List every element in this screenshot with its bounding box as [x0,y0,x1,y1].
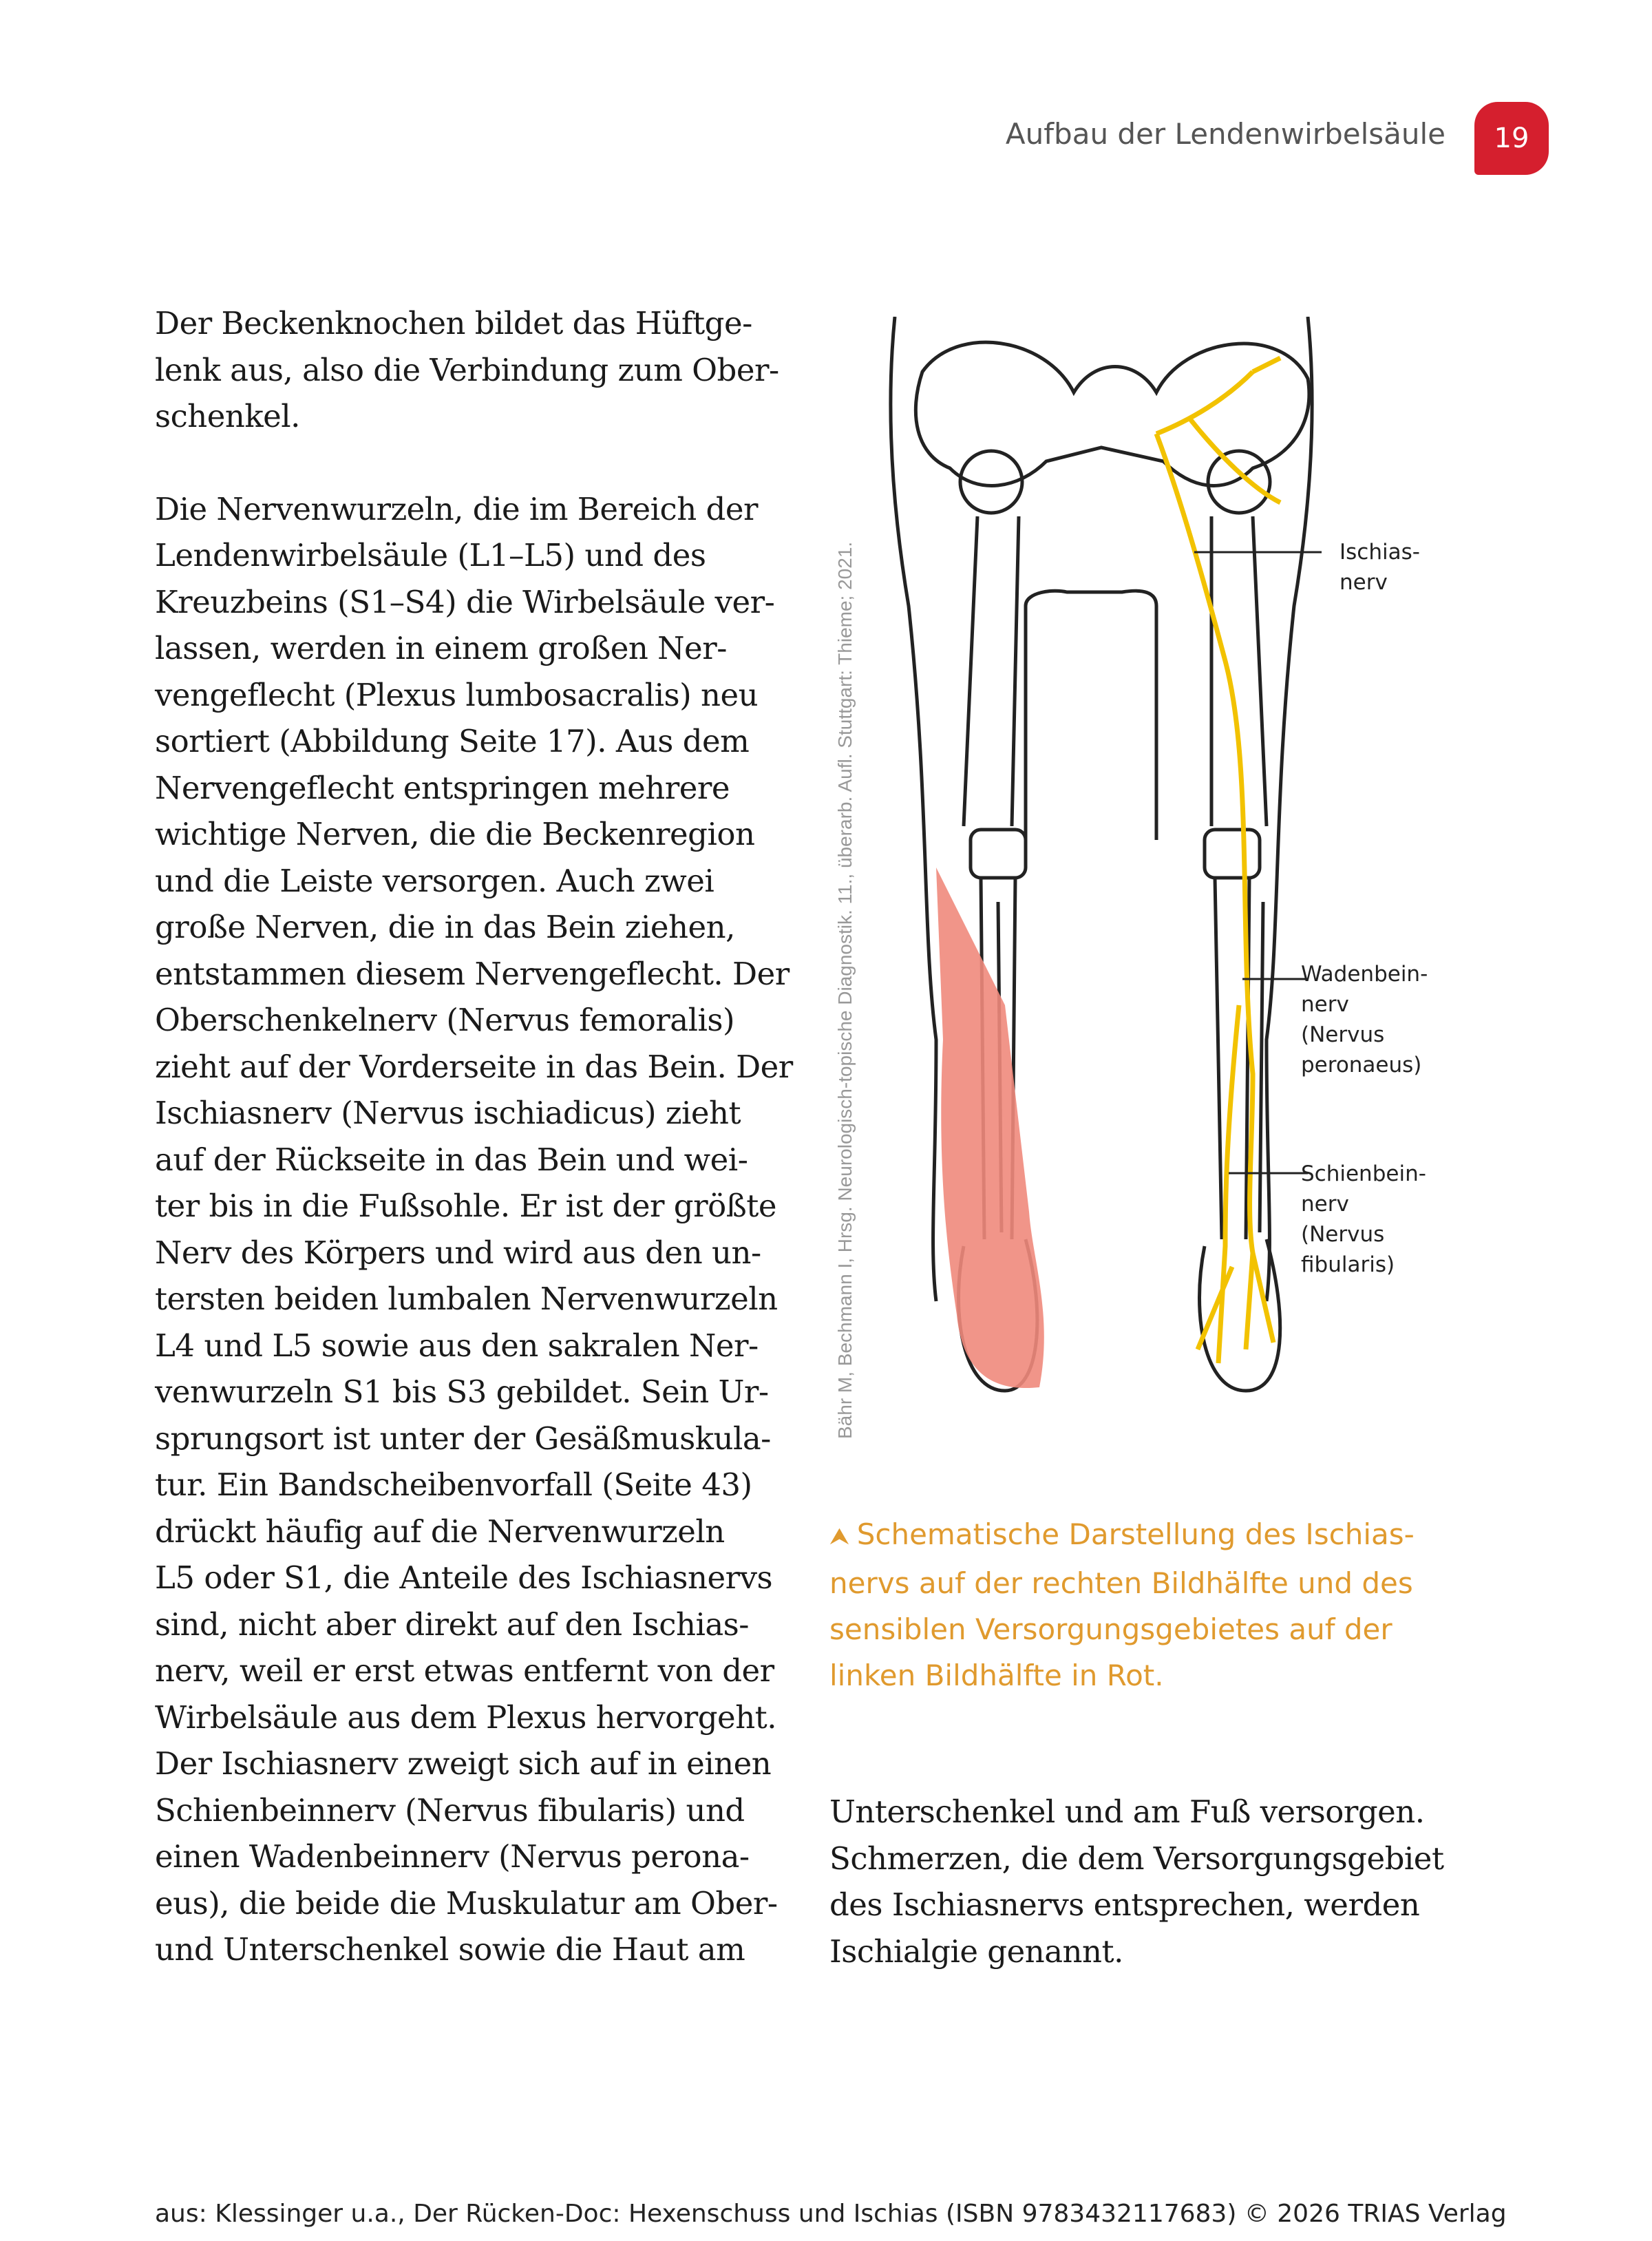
footer-source: aus: Klessinger u.a., Der Rücken-Doc: Hexenschuss und Ischias (ISBN 9783432117683) © 2026 TRIAS Verlag [155,2200,1507,2228]
text-line: entstammen diesem Nervengeflecht. Der [155,955,790,992]
figure-credit: Bähr M, Bechmann I, Hrsg. Neurologisch-topische Diagnostik. 11., überarb. Aufl. Stuttgart: Thieme; 2021. [834,541,856,1439]
text-line: lassen, werden in einem großen Ner- [155,630,727,666]
text-line: Nervengeflecht entspringen mehrere [155,769,730,806]
text-line: vengeflecht (Plexus lumbosacralis) neu [155,676,759,713]
text-line: Der Ischiasnerv zweigt sich auf in einen [155,1745,772,1782]
text-line: Ischiasnerv (Nervus ischiadicus) zieht [155,1095,741,1131]
text-line: wichtige Nerven, die die Beckenregion [155,816,755,852]
text-line: große Nerven, die in das Bein ziehen, [155,909,735,945]
label-ischiasnerv: Ischias- nerv [1339,540,1420,595]
text-line: Die Nervenwurzeln, die im Bereich der [155,490,758,527]
text-line: Ischialgie genannt. [829,1933,1123,1970]
text-line: Schmerzen, die dem Versorgungsgebiet [829,1840,1444,1877]
figure-caption [829,1511,1415,1698]
label-wadenbeinnerv: Wadenbein- nerv (Nervus peronaeus) [1301,962,1428,1077]
text-line: zieht auf der Vorderseite in das Bein. Der [155,1048,793,1085]
text-line: tur. Ein Bandscheibenvorfall (Seite 43) [155,1466,752,1503]
sciatic-nerve [1156,358,1280,1363]
text-line: Wirbelsäule aus dem Plexus hervorgeht. [155,1698,777,1736]
text-line: auf der Rückseite in das Bein und wei- [155,1141,748,1178]
text-line: Unterschenkel und am Fuß versorgen. [829,1793,1425,1830]
sensory-area-red [936,867,1044,1388]
text-line: schenkel. [155,398,300,434]
text-line: Oberschenkelnerv (Nervus femoralis) [155,1002,735,1038]
paragraph-nerves [155,486,793,1973]
left-column [155,300,793,1973]
text-line: des Ischiasnervs entsprechen, werden [829,1886,1420,1923]
text-line: sortiert (Abbildung Seite 17). Aus dem [155,723,750,759]
text-line: nerv, weil er erst etwas entfernt von der [155,1652,774,1689]
label-schienbeinnerv: Schienbein- nerv (Nervus fibularis) [1301,1161,1426,1277]
text-line: L4 und L5 sowie aus den sakralen Ner- [155,1327,759,1364]
text-line: venwurzeln S1 bis S3 gebildet. Sein Ur- [155,1374,769,1410]
text-line: tersten beiden lumbalen Nervenwurzeln [155,1281,778,1317]
right-column [829,1789,1449,1975]
caption-text: Schematische Darstellung des Ischias- nervs auf der rechten Bildhälfte und des sensiblen Versorgungsgebietes auf der linken Bildhälfte in Rot. [829,1517,1415,1692]
text-line: eus), die beide die Muskulatur am Ober- [155,1884,778,1922]
text-line: ter bis in die Fußsohle. Er ist der größte [155,1188,776,1224]
text-line: einen Wadenbeinnerv (Nervus perona- [155,1838,750,1875]
text-line: Der Beckenknochen bildet das Hüftge- [155,305,752,341]
text-line: drückt häufig auf die Nervenwurzeln [155,1513,725,1550]
text-line: und Unterschenkel sowie die Haut am [155,1931,745,1968]
text-line: Schienbeinnerv (Nervus fibularis) und [155,1791,745,1829]
text-line: Lendenwirbelsäule (L1–L5) und des [155,537,706,574]
text-line: lenk aus, also die Verbindung zum Ober- [155,351,779,388]
text-line: und die Leiste versorgen. Auch zwei [155,862,714,899]
text-line: Nerv des Körpers und wird aus den un- [155,1234,761,1271]
text-line: sind, nicht aber direkt auf den Ischias- [155,1606,749,1643]
caption-arrow-icon: ⮝ [829,1523,857,1550]
page-number-badge: 19 [1474,102,1549,175]
paragraph-pelvis [155,300,779,440]
text-line: L5 oder S1, die Anteile des Ischiasnervs [155,1559,773,1596]
running-header: Aufbau der Lendenwirbelsäule [1005,117,1446,151]
text-line: Kreuzbeins (S1–S4) die Wirbelsäule ver- [155,583,775,620]
text-line: sprungsort ist unter der Gesäßmuskula- [155,1420,771,1457]
